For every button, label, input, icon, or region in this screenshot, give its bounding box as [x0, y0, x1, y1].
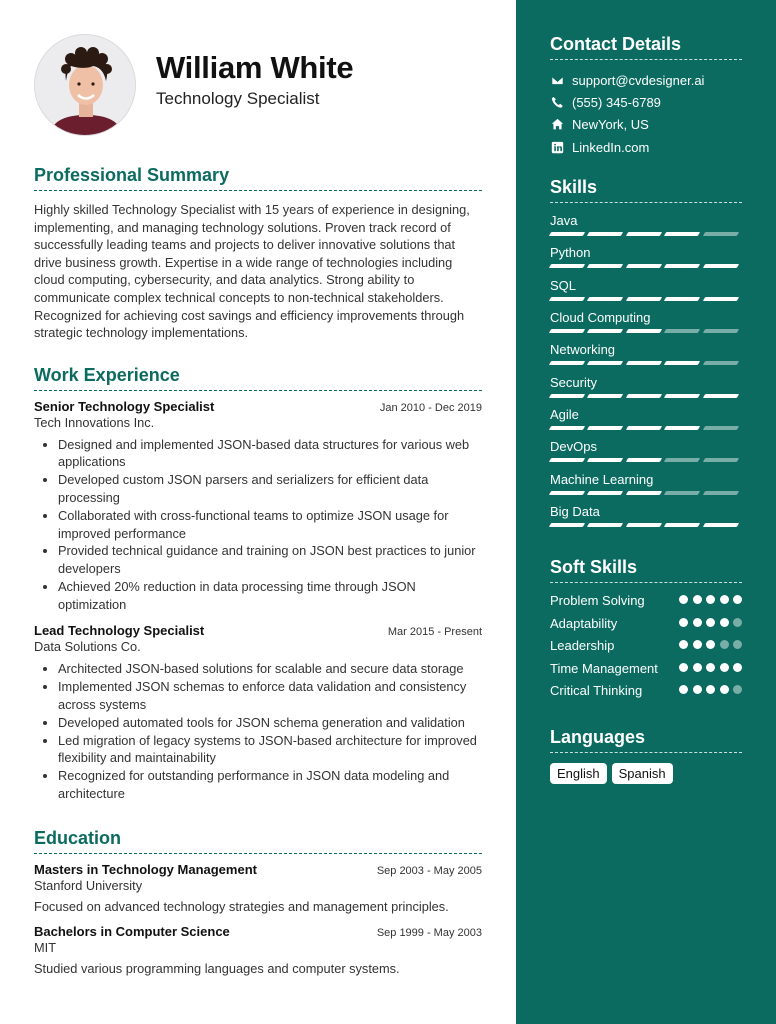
soft-skill-name: Leadership [550, 638, 615, 654]
skill-level-segment [664, 394, 701, 398]
language-tag: Spanish [612, 763, 673, 784]
rating-dot [706, 595, 715, 604]
skill-level-segment [664, 523, 701, 527]
soft-skill-item [550, 592, 742, 609]
experience-section [34, 365, 482, 803]
skill-level-segment [626, 491, 663, 495]
skill-level-segment [587, 297, 624, 301]
school: MIT [34, 939, 57, 955]
resume-header [34, 0, 482, 150]
soft-skill-rating [675, 637, 743, 654]
list-item: • Led migration of legacy systems to JSON-based architecture for improved flexibility and maintainability [58, 732, 482, 767]
job-bullets [58, 436, 482, 614]
rating-dot [706, 640, 715, 649]
rating-dot [720, 640, 729, 649]
soft-skill-name: Time Management [550, 660, 658, 676]
job-bullets [58, 660, 482, 802]
rating-dot [733, 595, 742, 604]
list-item: • Designed and implemented JSON-based data structures for various web applications [58, 436, 482, 471]
skill-level-segment [702, 232, 739, 236]
rating-dot [679, 663, 688, 672]
skill-name: SQL [550, 277, 577, 293]
soft-skill-item [550, 637, 742, 654]
skill-item [550, 406, 742, 438]
skills-section [550, 177, 742, 535]
skill-level-segment [664, 264, 701, 268]
skill-level-segment [549, 523, 586, 527]
soft-skill-item [550, 660, 742, 677]
phone-text: (555) 345-6789 [572, 94, 661, 110]
skill-level-bar [550, 491, 742, 495]
education-desc: Studied various programming languages and computer systems. [34, 960, 400, 976]
profile-photo [34, 34, 136, 136]
location-text: NewYork, US [572, 117, 649, 133]
skill-item [550, 471, 742, 503]
rating-dot [693, 663, 702, 672]
job-company: Tech Innovations Inc. [34, 414, 155, 430]
job-date: Jan 2010 - Dec 2019 [379, 401, 482, 414]
skill-level-segment [549, 297, 586, 301]
rating-dot [706, 618, 715, 627]
degree: Masters in Technology Management [34, 861, 257, 877]
soft-skill-name: Adaptability [550, 615, 618, 631]
rating-dot [733, 663, 742, 672]
skill-name: Java [550, 213, 578, 229]
sidebar [516, 0, 776, 1024]
job-title: Senior Technology Specialist [34, 398, 215, 414]
job-company: Data Solutions Co. [34, 639, 141, 655]
skill-level-segment [626, 361, 663, 365]
skill-level-segment [664, 297, 701, 301]
skill-name: Agile [550, 406, 579, 422]
skill-level-segment [549, 329, 586, 333]
skill-level-segment [549, 361, 586, 365]
candidate-name: William White [156, 50, 354, 85]
skill-level-segment [587, 232, 624, 236]
home-icon [550, 118, 564, 132]
linkedin-icon [550, 140, 564, 154]
skill-level-bar [550, 264, 742, 268]
degree: Bachelors in Computer Science [34, 923, 230, 939]
soft-skill-rating [675, 660, 743, 677]
rating-dot [733, 618, 742, 627]
skill-level-bar [550, 426, 742, 430]
list-item: • Architected JSON-based solutions for scalable and secure data storage [58, 660, 482, 678]
rating-dot [720, 618, 729, 627]
skill-level-segment [549, 491, 586, 495]
contact-location [550, 114, 742, 136]
soft-skills-section [550, 557, 742, 699]
rating-dot [733, 640, 742, 649]
education-date: Sep 1999 - May 2003 [376, 926, 482, 939]
rating-dot [706, 685, 715, 694]
skill-level-segment [587, 329, 624, 333]
skill-level-segment [664, 426, 701, 430]
email-text: support@cvdesigner.ai [572, 72, 705, 88]
rating-dot [679, 640, 688, 649]
job-date: Mar 2015 - Present [387, 626, 482, 639]
job-entry [34, 399, 482, 614]
soft-skill-name: Problem Solving [550, 593, 645, 609]
skill-item [550, 341, 742, 373]
soft-skill-rating [675, 615, 743, 632]
skill-level-segment [549, 264, 586, 268]
contact-email[interactable] [550, 69, 742, 91]
rating-dot [733, 685, 742, 694]
skill-level-segment [626, 426, 663, 430]
rating-dot [679, 618, 688, 627]
skill-level-segment [549, 426, 586, 430]
skill-level-segment [626, 329, 663, 333]
education-heading: Education [34, 828, 482, 854]
soft-skill-rating [675, 682, 743, 699]
list-item: • Implemented JSON schemas to enforce data validation and consistency across systems [58, 678, 482, 713]
skill-level-segment [626, 458, 663, 462]
skill-level-segment [702, 523, 739, 527]
rating-dot [679, 595, 688, 604]
skill-level-bar [550, 458, 742, 462]
skill-name: Security [550, 374, 597, 390]
skill-level-segment [626, 394, 663, 398]
skill-item [550, 212, 742, 244]
skill-level-segment [549, 394, 586, 398]
skill-level-bar [550, 329, 742, 333]
skill-level-segment [626, 264, 663, 268]
contact-section [550, 34, 742, 158]
soft-skills-heading: Soft Skills [550, 557, 742, 583]
skill-level-segment [664, 232, 701, 236]
soft-skill-name: Critical Thinking [550, 683, 643, 699]
skill-level-segment [587, 264, 624, 268]
skill-level-bar [550, 297, 742, 301]
skill-level-segment [702, 297, 739, 301]
skill-level-segment [702, 329, 739, 333]
language-tag: English [550, 763, 607, 784]
skill-level-segment [664, 491, 701, 495]
list-item: • Developed automated tools for JSON schema generation and validation [58, 714, 482, 732]
soft-skill-rating [675, 592, 743, 609]
list-item: • Developed custom JSON parsers and serializers for efficient data processing [58, 471, 482, 506]
envelope-icon [550, 73, 564, 87]
rating-dot [693, 618, 702, 627]
rating-dot [679, 685, 688, 694]
skill-level-segment [702, 361, 739, 365]
skill-item [550, 374, 742, 406]
skill-level-segment [626, 523, 663, 527]
skill-name: DevOps [550, 439, 597, 455]
skill-level-segment [549, 232, 586, 236]
skill-level-segment [626, 232, 663, 236]
skills-heading: Skills [550, 177, 742, 203]
skill-name: Machine Learning [550, 471, 654, 487]
education-desc: Focused on advanced technology strategies and management principles. [34, 898, 449, 914]
skill-level-segment [587, 394, 624, 398]
phone-icon [550, 95, 564, 109]
rating-dot [720, 685, 729, 694]
skill-level-segment [664, 361, 701, 365]
skill-name: Cloud Computing [550, 310, 651, 326]
list-item: • Collaborated with cross-functional teams to optimize JSON usage for improved performance [58, 507, 482, 542]
skill-level-segment [664, 329, 701, 333]
summary-heading: Professional Summary [34, 165, 482, 191]
skill-name: Networking [550, 342, 616, 358]
job-title: Lead Technology Specialist [34, 623, 205, 639]
skill-level-segment [587, 426, 624, 430]
languages-heading: Languages [550, 727, 742, 753]
skill-level-segment [587, 361, 624, 365]
summary-section [34, 165, 482, 342]
skill-name: Python [550, 245, 591, 261]
experience-heading: Work Experience [34, 365, 482, 391]
rating-dot [693, 640, 702, 649]
skill-level-segment [702, 394, 739, 398]
soft-skill-item [550, 615, 742, 632]
skill-item [550, 244, 742, 276]
education-section [34, 828, 482, 976]
list-item: • Achieved 20% reduction in data processing time through JSON optimization [58, 578, 482, 613]
soft-skill-item [550, 682, 742, 699]
skill-level-segment [702, 264, 739, 268]
summary-text: Highly skilled Technology Specialist with 15 years of experience in designing, implementing, and managing technology solutions. Proven track record of successfully leading teams and projects to deliver innovative solutions that drive business growth. Expertise in a wide range of technologies including cloud computing, cybersecurity, and data analytics. Strong ability to communicate complex technical concepts to non-technical stakeholders. Recognized for achieving cost savings and efficiency improvements through strategic technology implementations. [34, 202, 470, 341]
skill-level-bar [550, 394, 742, 398]
skill-level-segment [587, 491, 624, 495]
skill-item [550, 277, 742, 309]
skill-level-segment [702, 426, 739, 430]
list-item: • Recognized for outstanding performance in JSON data modeling and architecture [58, 767, 482, 802]
list-item: • Provided technical guidance and training on JSON best practices to junior developers [58, 542, 482, 577]
education-entry [34, 862, 482, 914]
skill-item [550, 309, 742, 341]
skill-level-segment [587, 523, 624, 527]
education-entry [34, 924, 482, 976]
rating-dot [693, 595, 702, 604]
skill-level-bar [550, 523, 742, 527]
rating-dot [693, 685, 702, 694]
skill-level-bar [550, 361, 742, 365]
skill-level-segment [702, 458, 739, 462]
rating-dot [720, 595, 729, 604]
contact-heading: Contact Details [550, 34, 742, 60]
skill-level-segment [549, 458, 586, 462]
contact-linkedin[interactable] [550, 136, 742, 158]
candidate-title: Technology Specialist [156, 89, 320, 108]
skill-level-bar [550, 232, 742, 236]
languages-section [550, 727, 742, 784]
job-entry [34, 623, 482, 802]
skill-level-segment [626, 297, 663, 301]
skill-level-segment [664, 458, 701, 462]
skill-item [550, 438, 742, 470]
linkedin-text: LinkedIn.com [572, 139, 650, 155]
rating-dot [720, 663, 729, 672]
skill-item [550, 503, 742, 535]
school: Stanford University [34, 877, 143, 893]
skill-level-segment [702, 491, 739, 495]
rating-dot [706, 663, 715, 672]
skill-name: Big Data [550, 503, 600, 519]
contact-phone[interactable] [550, 91, 742, 113]
skill-level-segment [587, 458, 624, 462]
education-date: Sep 2003 - May 2005 [376, 864, 482, 877]
